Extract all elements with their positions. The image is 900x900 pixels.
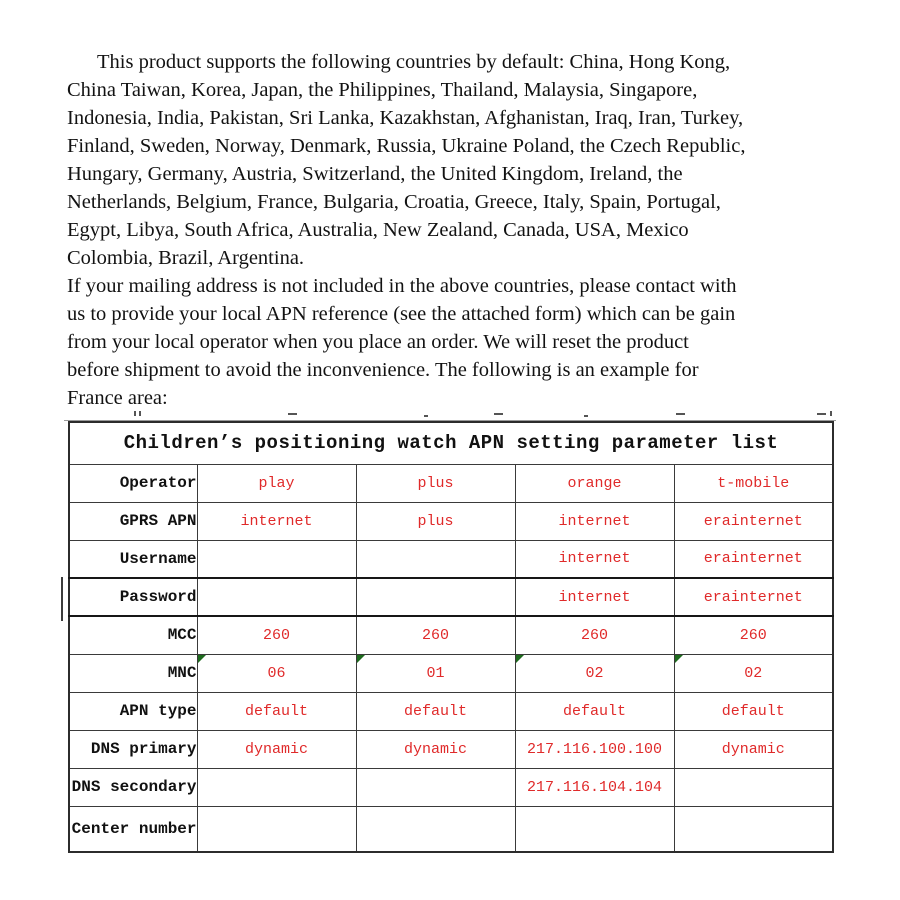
text-line: Colombia, Brazil, Argentina. <box>67 247 305 269</box>
crop-mark <box>676 413 685 415</box>
table-cell <box>674 768 833 806</box>
table-cell: internet <box>515 540 674 578</box>
table-row <box>69 692 833 730</box>
table-cell <box>356 806 515 852</box>
row-label-dns-secondary: DNS secondary <box>69 768 197 806</box>
row-label-center-number: Center number <box>69 806 197 852</box>
text-line: Hungary, Germany, Austria, Switzerland, the United Kingdom, Ireland, the <box>67 163 683 185</box>
table-row <box>69 540 833 578</box>
table-cell <box>356 578 515 616</box>
apn-table-container <box>68 421 834 853</box>
table-cell: orange <box>515 464 674 502</box>
intro-text <box>67 48 857 412</box>
row-label-mnc: MNC <box>69 654 197 692</box>
table-cell: plus <box>356 464 515 502</box>
text-line: If your mailing address is not included in the above countries, please contact with <box>67 275 737 297</box>
table-cell-error-marker: 06 <box>197 654 356 692</box>
table-cell: dynamic <box>674 730 833 768</box>
table-row <box>69 730 833 768</box>
table-cell: default <box>674 692 833 730</box>
table-row-highlighted <box>69 578 833 616</box>
table-cell: plus <box>356 502 515 540</box>
crop-mark <box>288 413 297 415</box>
table-row <box>69 654 833 692</box>
text-line: Indonesia, India, Pakistan, Sri Lanka, Kazakhstan, Afghanistan, Iraq, Iran, Turkey, <box>67 107 744 129</box>
row-label-apn-type: APN type <box>69 692 197 730</box>
table-cell: default <box>197 692 356 730</box>
text-line: China Taiwan, Korea, Japan, the Philippines, Thailand, Malaysia, Singapore, <box>67 79 698 101</box>
table-cell <box>515 806 674 852</box>
table-cell: erainternet <box>674 578 833 616</box>
text-line: This product supports the following countries by default: China, Hong Kong, <box>97 51 731 73</box>
table-cell-error-marker: 01 <box>356 654 515 692</box>
text-line: us to provide your local APN reference (see the attached form) which can be gain <box>67 303 736 325</box>
text-line: Egypt, Libya, South Africa, Australia, New Zealand, Canada, USA, Mexico <box>67 219 689 241</box>
table-cell-error-marker: 02 <box>515 654 674 692</box>
table-cell <box>674 806 833 852</box>
table-cell: erainternet <box>674 540 833 578</box>
table-cell: default <box>356 692 515 730</box>
table-cell: dynamic <box>197 730 356 768</box>
table-cell: 217.116.100.100 <box>515 730 674 768</box>
table-cell: 260 <box>356 616 515 654</box>
highlight-border-artifact <box>61 577 63 621</box>
table-cell: t-mobile <box>674 464 833 502</box>
crop-mark <box>494 413 503 415</box>
table-cell: internet <box>197 502 356 540</box>
table-row <box>69 422 833 464</box>
table-cell: internet <box>515 502 674 540</box>
table-cell <box>197 540 356 578</box>
table-cell: erainternet <box>674 502 833 540</box>
table-cell: play <box>197 464 356 502</box>
table-cell <box>197 578 356 616</box>
table-cell: dynamic <box>356 730 515 768</box>
row-label-gprs-apn: GPRS APN <box>69 502 197 540</box>
table-row <box>69 616 833 654</box>
row-label-mcc: MCC <box>69 616 197 654</box>
table-row <box>69 502 833 540</box>
text-line: before shipment to avoid the inconvenience. The following is an example for <box>67 359 699 381</box>
crop-mark <box>584 415 588 417</box>
table-cell: 260 <box>674 616 833 654</box>
text-line: Finland, Sweden, Norway, Denmark, Russia, Ukraine Poland, the Czech Republic, <box>67 135 746 157</box>
text-line: from your local operator when you place an order. We will reset the product <box>67 331 689 353</box>
table-cell: 260 <box>197 616 356 654</box>
crop-mark <box>134 411 136 416</box>
table-cell <box>197 768 356 806</box>
row-label-password: Password <box>69 578 197 616</box>
table-cell-error-marker: 02 <box>674 654 833 692</box>
cropped-row-artifacts <box>64 407 836 421</box>
table-cell <box>356 768 515 806</box>
crop-mark <box>817 413 826 415</box>
crop-mark <box>139 411 141 416</box>
table-title: Children’s positioning watch APN setting parameter list <box>69 422 833 464</box>
row-label-username: Username <box>69 540 197 578</box>
table-cell: internet <box>515 578 674 616</box>
table-cell: 260 <box>515 616 674 654</box>
table-cell: 217.116.104.104 <box>515 768 674 806</box>
text-line: Netherlands, Belgium, France, Bulgaria, Croatia, Greece, Italy, Spain, Portugal, <box>67 191 721 213</box>
crop-mark <box>424 415 428 417</box>
row-label-operator: Operator <box>69 464 197 502</box>
table-row <box>69 768 833 806</box>
table-cell <box>356 540 515 578</box>
row-label-dns-primary: DNS primary <box>69 730 197 768</box>
table-cell <box>197 806 356 852</box>
table-row <box>69 806 833 852</box>
crop-mark <box>830 411 832 416</box>
table-row <box>69 464 833 502</box>
apn-table <box>68 421 834 853</box>
text-line: France area: <box>67 387 168 409</box>
table-cell: default <box>515 692 674 730</box>
